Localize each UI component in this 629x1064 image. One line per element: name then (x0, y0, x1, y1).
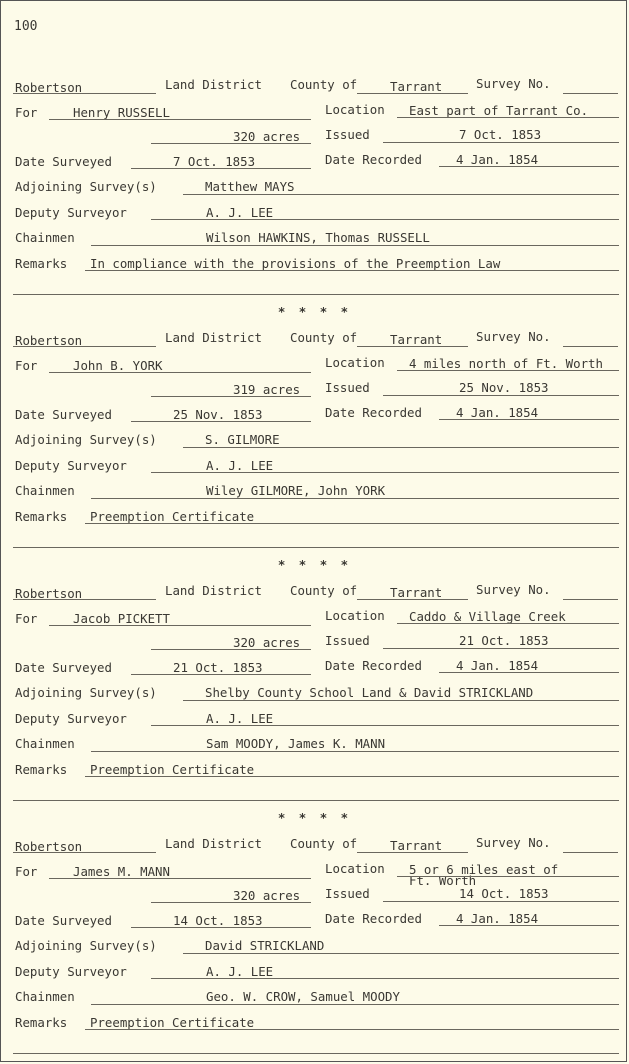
remarks-label: Remarks (15, 762, 68, 777)
location-value-line2: Ft. Worth (409, 873, 477, 888)
survey-no-underline (563, 93, 618, 94)
adjoining-value: Matthew MAYS (205, 179, 295, 194)
deputy-label: Deputy Surveyor (15, 458, 127, 473)
adjoining-label: Adjoining Survey(s) (15, 685, 157, 700)
date-recorded-underline (439, 166, 619, 167)
deputy-value: A. J. LEE (206, 711, 274, 726)
chainmen-underline (91, 751, 619, 752)
district-underline (13, 852, 156, 853)
county-value: Tarrant (390, 332, 443, 347)
land-district-value: Robertson (15, 80, 83, 95)
date-surveyed-value: 25 Nov. 1853 (173, 407, 263, 422)
adjoining-value: David STRICKLAND (205, 938, 325, 953)
issued-underline (383, 648, 619, 649)
remarks-label: Remarks (15, 509, 68, 524)
remarks-value: In compliance with the provisions of the Preemption Law (90, 256, 501, 271)
survey-record (1, 254, 628, 524)
deputy-underline (151, 725, 619, 726)
location-label: Location (325, 102, 385, 117)
date-surveyed-label: Date Surveyed (15, 913, 112, 928)
remarks-value: Preemption Certificate (90, 762, 255, 777)
acres-value: 320 acres (233, 129, 301, 144)
for-label: For (15, 611, 38, 626)
chainmen-value: Sam MOODY, James K. MANN (206, 736, 386, 751)
grantee-value: James M. MANN (73, 864, 170, 879)
survey-no-label: Survey No. (476, 76, 551, 91)
chainmen-value: Wilson HAWKINS, Thomas RUSSELL (206, 230, 430, 245)
deputy-value: A. J. LEE (206, 458, 274, 473)
issued-label: Issued (325, 886, 370, 901)
chainmen-underline (91, 245, 619, 246)
grantee-underline (49, 119, 311, 120)
adjoining-value: S. GILMORE (205, 432, 280, 447)
grantee-value: John B. YORK (73, 358, 163, 373)
remarks-value: Preemption Certificate (90, 1015, 255, 1030)
location-value: 4 miles north of Ft. Worth (409, 356, 603, 371)
survey-no-underline (563, 346, 618, 347)
location-label: Location (325, 355, 385, 370)
location-value: 5 or 6 miles east of (409, 862, 559, 877)
date-surveyed-underline (131, 927, 311, 928)
land-district-label: Land District (165, 77, 262, 92)
record-separator: * * * * (277, 304, 352, 319)
county-underline (357, 852, 468, 853)
deputy-value: A. J. LEE (206, 205, 274, 220)
location-label: Location (325, 861, 385, 876)
date-recorded-value: 4 Jan. 1854 (456, 911, 539, 926)
county-underline (357, 93, 468, 94)
deputy-underline (151, 219, 619, 220)
grantee-value: Jacob PICKETT (73, 611, 170, 626)
land-district-label: Land District (165, 583, 262, 598)
deputy-label: Deputy Surveyor (15, 205, 127, 220)
survey-no-label: Survey No. (476, 329, 551, 344)
land-district-value: Robertson (15, 333, 83, 348)
adjoining-value: Shelby County School Land & David STRICKLAND (205, 685, 534, 700)
issued-underline (383, 901, 619, 902)
adjoining-underline (183, 194, 619, 195)
location-underline (397, 623, 619, 624)
chainmen-underline (91, 498, 619, 499)
county-underline (357, 346, 468, 347)
acres-underline (151, 143, 311, 144)
date-recorded-label: Date Recorded (325, 911, 422, 926)
grantee-underline (49, 372, 311, 373)
land-district-value: Robertson (15, 586, 83, 601)
survey-record (1, 507, 628, 777)
grantee-underline (49, 878, 311, 879)
chainmen-label: Chainmen (15, 483, 75, 498)
deputy-label: Deputy Surveyor (15, 964, 127, 979)
date-recorded-label: Date Recorded (325, 152, 422, 167)
date-recorded-underline (439, 419, 619, 420)
record-separator: * * * * (277, 810, 352, 825)
adjoining-label: Adjoining Survey(s) (15, 179, 157, 194)
date-surveyed-underline (131, 674, 311, 675)
location-value: East part of Tarrant Co. (409, 103, 589, 118)
adjoining-underline (183, 447, 619, 448)
county-value: Tarrant (390, 79, 443, 94)
for-label: For (15, 864, 38, 879)
land-district-label: Land District (165, 330, 262, 345)
issued-underline (383, 142, 619, 143)
page-number: 100 (14, 19, 38, 34)
survey-no-underline (563, 599, 618, 600)
survey-no-underline (563, 852, 618, 853)
district-underline (13, 93, 156, 94)
district-underline (13, 346, 156, 347)
date-surveyed-value: 14 Oct. 1853 (173, 913, 263, 928)
grantee-underline (49, 625, 311, 626)
acres-value: 320 acres (233, 635, 301, 650)
date-recorded-underline (439, 925, 619, 926)
county-underline (357, 599, 468, 600)
date-surveyed-label: Date Surveyed (15, 154, 112, 169)
issued-label: Issued (325, 127, 370, 142)
remarks-value: Preemption Certificate (90, 509, 255, 524)
adjoining-underline (183, 953, 619, 954)
issued-value: 7 Oct. 1853 (459, 127, 542, 142)
county-value: Tarrant (390, 838, 443, 853)
date-recorded-underline (439, 672, 619, 673)
county-of-label: County of (290, 77, 358, 92)
chainmen-label: Chainmen (15, 230, 75, 245)
deputy-value: A. J. LEE (206, 964, 274, 979)
date-surveyed-underline (131, 421, 311, 422)
record-separator: * * * * (277, 557, 352, 572)
land-district-label: Land District (165, 836, 262, 851)
county-of-label: County of (290, 836, 358, 851)
remarks-label: Remarks (15, 1015, 68, 1030)
remarks-extra-line (13, 1053, 619, 1054)
location-label: Location (325, 608, 385, 623)
acres-value: 319 acres (233, 382, 301, 397)
deputy-underline (151, 472, 619, 473)
remarks-label: Remarks (15, 256, 68, 271)
for-label: For (15, 358, 38, 373)
adjoining-underline (183, 700, 619, 701)
county-value: Tarrant (390, 585, 443, 600)
date-recorded-value: 4 Jan. 1854 (456, 405, 539, 420)
date-surveyed-value: 21 Oct. 1853 (173, 660, 263, 675)
issued-label: Issued (325, 633, 370, 648)
location-underline (397, 370, 619, 371)
chainmen-underline (91, 1004, 619, 1005)
location-underline (397, 876, 619, 877)
location-value: Caddo & Village Creek (409, 609, 566, 624)
survey-no-label: Survey No. (476, 835, 551, 850)
chainmen-label: Chainmen (15, 736, 75, 751)
acres-underline (151, 396, 311, 397)
issued-value: 14 Oct. 1853 (459, 886, 549, 901)
county-of-label: County of (290, 583, 358, 598)
issued-value: 21 Oct. 1853 (459, 633, 549, 648)
adjoining-label: Adjoining Survey(s) (15, 432, 157, 447)
chainmen-value: Wiley GILMORE, John YORK (206, 483, 386, 498)
for-label: For (15, 105, 38, 120)
issued-value: 25 Nov. 1853 (459, 380, 549, 395)
date-recorded-label: Date Recorded (325, 405, 422, 420)
issued-underline (383, 395, 619, 396)
date-recorded-value: 4 Jan. 1854 (456, 152, 539, 167)
adjoining-label: Adjoining Survey(s) (15, 938, 157, 953)
date-surveyed-label: Date Surveyed (15, 660, 112, 675)
acres-underline (151, 902, 311, 903)
chainmen-label: Chainmen (15, 989, 75, 1004)
date-surveyed-value: 7 Oct. 1853 (173, 154, 256, 169)
land-district-value: Robertson (15, 839, 83, 854)
deputy-label: Deputy Surveyor (15, 711, 127, 726)
date-recorded-value: 4 Jan. 1854 (456, 658, 539, 673)
acres-underline (151, 649, 311, 650)
survey-record (1, 1, 628, 271)
deputy-underline (151, 978, 619, 979)
grantee-value: Henry RUSSELL (73, 105, 170, 120)
chainmen-value: Geo. W. CROW, Samuel MOODY (206, 989, 400, 1004)
date-surveyed-underline (131, 168, 311, 169)
survey-record (1, 760, 628, 1030)
remarks-underline (85, 1029, 619, 1030)
date-recorded-label: Date Recorded (325, 658, 422, 673)
issued-label: Issued (325, 380, 370, 395)
survey-no-label: Survey No. (476, 582, 551, 597)
date-surveyed-label: Date Surveyed (15, 407, 112, 422)
county-of-label: County of (290, 330, 358, 345)
district-underline (13, 599, 156, 600)
location-underline (397, 117, 619, 118)
acres-value: 320 acres (233, 888, 301, 903)
